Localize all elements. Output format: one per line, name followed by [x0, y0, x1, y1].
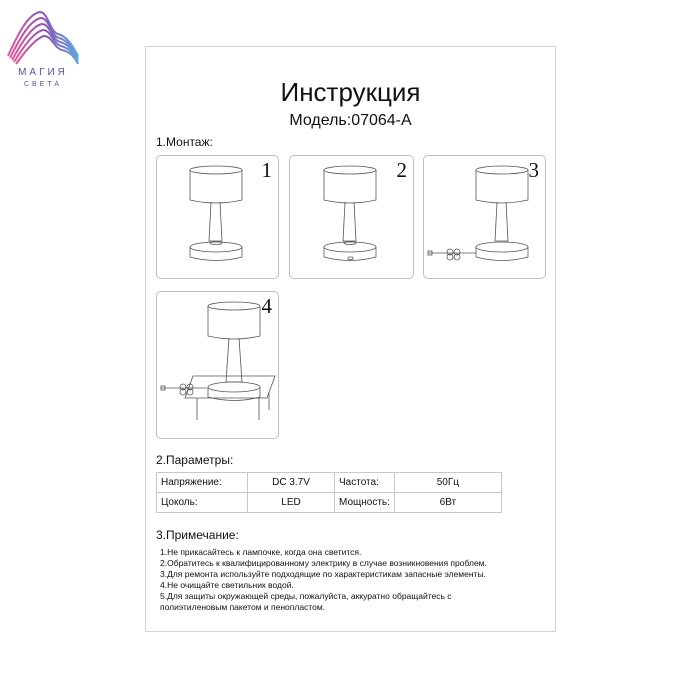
params-table	[156, 472, 502, 513]
instruction-sheet	[145, 46, 556, 632]
params-section-title: 2.Параметры:	[156, 453, 234, 467]
param-label: Цоколь:	[157, 493, 248, 513]
param-value: 50Гц	[394, 473, 501, 493]
note-item: 2.Обратитесь к квалифицированному электрику в случае возникновения проблем.	[160, 558, 487, 568]
param-value: DC 3.7V	[248, 473, 335, 493]
mount-step-1	[156, 155, 279, 279]
step-number: 2	[396, 158, 407, 182]
model-number: Модель:07064-A	[289, 112, 412, 129]
wave-logo-icon	[4, 4, 82, 66]
notes-list	[160, 547, 487, 613]
mount-section-title: 1.Монтаж:	[156, 135, 213, 149]
param-value: 6Вт	[394, 493, 501, 513]
mount-step-3	[423, 155, 546, 279]
step-number: 3	[528, 158, 539, 182]
note-item: 5.Для защиты окружающей среды, пожалуйста, аккуратно обращайтесь с	[160, 591, 452, 601]
note-item: 1.Не прикасайтесь к лампочке, когда она светится.	[160, 547, 362, 557]
mount-step-2	[289, 155, 414, 279]
note-item: полиэтиленовым пакетом и пенопластом.	[160, 602, 326, 612]
logo-subtitle: СВЕТА	[23, 81, 63, 88]
notes-section-title: 3.Примечание:	[156, 528, 239, 542]
param-label: Напряжение:	[157, 473, 248, 493]
document-title: Инструкция	[280, 77, 421, 107]
brand-logo	[4, 4, 82, 96]
param-label: Частота:	[335, 473, 395, 493]
mount-step-4	[156, 291, 279, 439]
param-value: LED	[248, 493, 335, 513]
param-label: Мощность:	[335, 493, 395, 513]
note-item: 4.Не очищайте светильник водой.	[160, 580, 294, 590]
step-number: 4	[261, 294, 272, 318]
step-number: 1	[261, 158, 272, 182]
table-row	[157, 493, 502, 513]
logo-name: МАГИЯ	[18, 67, 68, 78]
table-row	[157, 473, 502, 493]
note-item: 3.Для ремонта используйте подходящие по характеристикам запасные элементы.	[160, 569, 486, 579]
